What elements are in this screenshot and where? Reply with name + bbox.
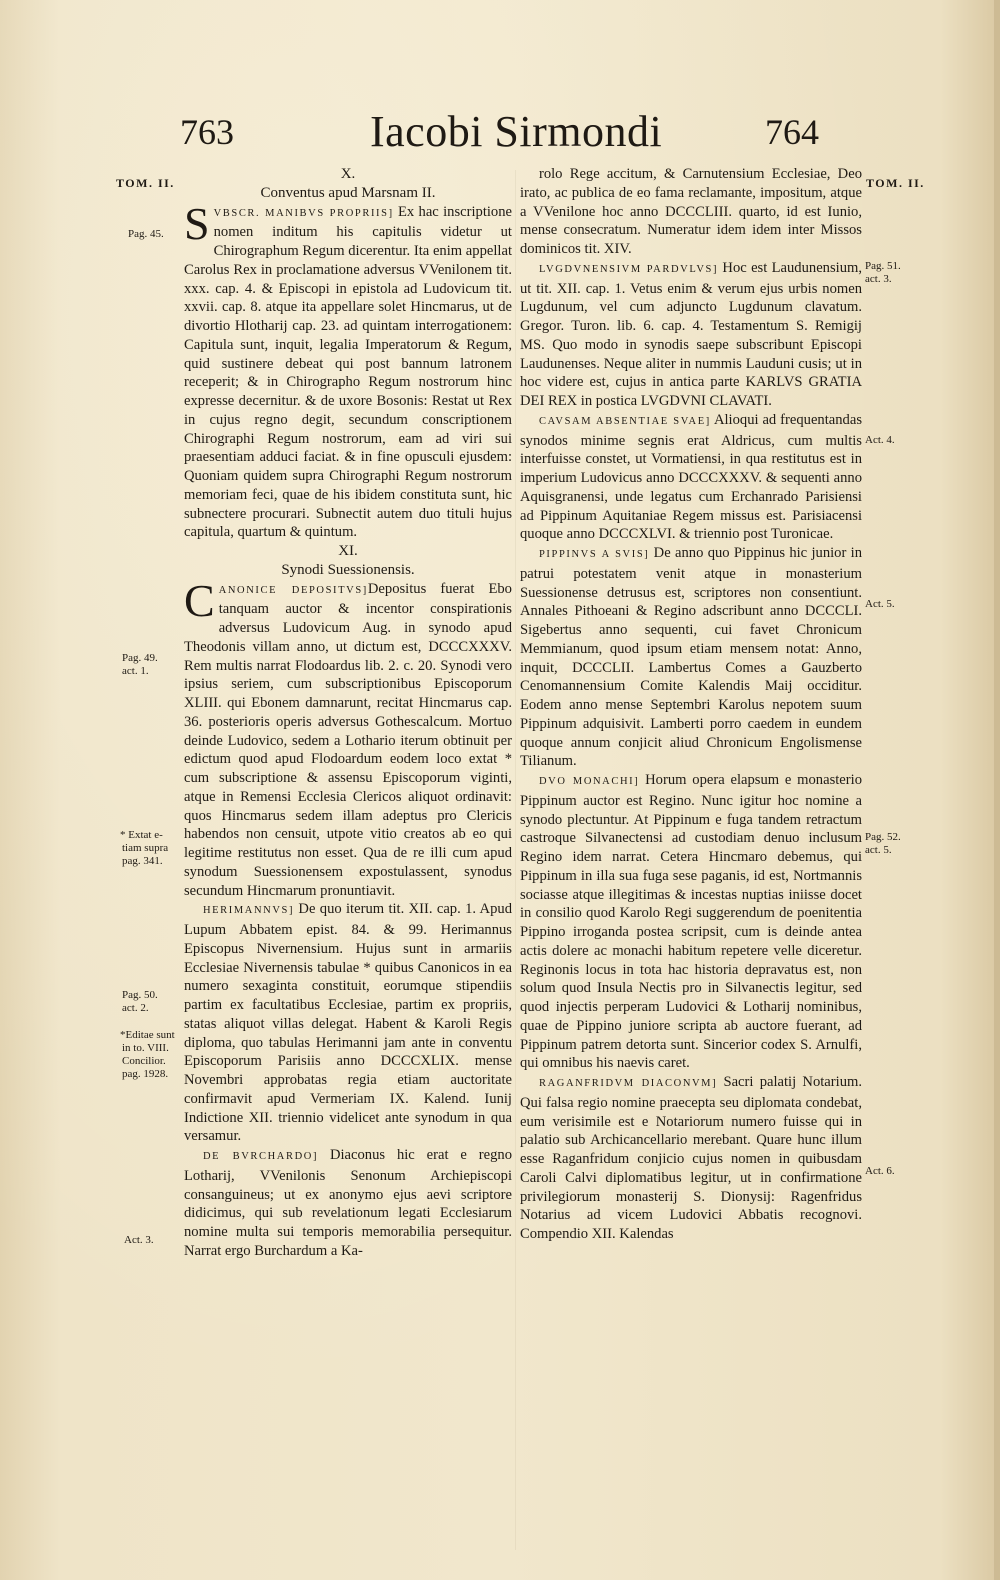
margin-note: Pag. 45. xyxy=(128,228,164,240)
margin-note: act. 3. xyxy=(865,273,892,285)
commentary-paragraph xyxy=(520,411,862,544)
section-heading: X. xyxy=(340,166,356,182)
paragraph-text: Diaconus hic erat e regno Lotharij, VVenilonis Senonum Archiepiscopi consanguineus; ut ex anonymo ejus aevi scriptore didicimus, qui sub revelationum legati Ecclesiarum nomine multa sui temporis memorabilia persequitur. Narrat ergo Burchardum a Ka- xyxy=(184,1147,512,1259)
margin-note: act. 2. xyxy=(122,1002,149,1014)
margin-note: act. 5. xyxy=(865,844,892,856)
paragraph-text: De quo iterum tit. XII. cap. 1. Apud Lupum Abbatem epist. 84. & 99. Herimannus Episcopus Nivernensium. Hujus sunt in armariis Ecclesiae Nivernensis tabulae * quibus Canonicos in ea numero sexaginta constituit, eorumque stipendiis partim ex facultatibus Ecclesiae, partim ex propriis, statas aliquot villas delegat. Habent & Karoli Regis diploma, quo tabulas Herimanni jam ante in conventu Episcoporum Parisiis anno DCCCXLIX. mense Novembri approbatas regia etiam auctoritate confirmavit apud Vermeriam IX. Kalend. Iunij Indictione XII. triennio videlicet ante synodum in qua versamur. xyxy=(184,901,512,1145)
lemma: DE BVRCHARDO] xyxy=(202,1151,319,1162)
lemma: ANONICE DEPOSITVS] xyxy=(218,584,368,596)
lemma: DVO MONACHI] xyxy=(538,776,640,787)
commentary-paragraph xyxy=(184,1146,512,1261)
page-edge xyxy=(994,0,1000,1580)
margin-note: in to. VIII. xyxy=(122,1042,169,1054)
commentary-paragraph xyxy=(520,544,862,771)
running-head: Iacobi Sirmondi xyxy=(370,107,663,156)
lemma: HERIMANNVS] xyxy=(202,905,295,917)
paragraph-text: Sacri palatij Notarium. Qui falsa regio nomine praecepta seu diplomata condebat, eum verisimile est e Notariorum numero fuisse qui in palatio sub Archicancellario merebant. Quare hunc illum esse Raganfridum conjicio cujus nomen in quibusdam Caroli Calvi diplomatibus legitur, ut in confirmatione privilegiorum monasterij S. Dionysij: Ragenfridus Notarius ad vicem Ludovici Abbatis recognovi. Compendio XII. Kalendas xyxy=(520,1074,862,1242)
lemma: PIPPINVS A SVIS] xyxy=(538,549,650,560)
margin-note: * Extat e- xyxy=(120,829,163,841)
commentary-paragraph xyxy=(184,197,512,543)
tome-label-left: TOM. II. xyxy=(116,176,175,190)
section-heading: Conventus apud Marsnam II. xyxy=(260,184,436,201)
commentary-paragraph xyxy=(520,165,862,259)
right-column xyxy=(520,165,862,1244)
paragraph-text: Ex hac inscriptione nomen inditum his capitulis videtur ut Chirographum Regum dicerentur. Ita enim appellat Carolus Rex in proclamatione adversus VVenilonem tit. xxx. cap. 4. & Episcopi in epistola ad Ludovicum tit. xxvii. cap. 8. atque ita appellare solet Hincmarus, ut de divortio Hlotharij cap. 23. ad quintam interrogationem: Capitula sunt, inquit, legalia Imperatorum & Regum, quid sustinere debeat qui post bannum latronem receperit; & in Chirographo Regum nostrorum hinc expresse decernitur. & de uxore Bosonis: Restat ut Rex in cujus regno degit, secundum conscriptionem Chirographi Regum nostrorum, eam ad viri sui praesentiam adduci faciat. & in fine opusculi ejusdem: Quoniam quidem supra Chirographi Regum nostrorum memoriam feci, quae de his ibidem constituta sunt, hic subnectere procurari. Subnectit autem duo tituli hujus capitula, quartum & quintum. xyxy=(184,203,512,541)
margin-note: tiam supra xyxy=(122,842,169,854)
paragraph-text: rolo Rege accitum, & Carnutensium Ecclesiae, Deo irato, ac publica de eo fama reclamante, impositum, atque a VVenilone hoc anno DCCCLIII. quarto, id est Iunio, mense consecratum. Numeratur idem idem inter Missos dominicos tit. XIV. xyxy=(520,166,862,257)
lemma: LVGDVNENSIVM PARDVLVS] xyxy=(538,263,719,275)
paragraph-text: Horum opera elapsum e monasterio Pippinum auctor est Regino. Nunc igitur hoc nomine a synodo plectuntur. At Pippinum e fuga tandem retractum castroque Silvanectensi ad custodiam denuo inclusum Regino idem narrat. Cetera Hincmaro debemus, qui Pippinum in illa sua fuga sese paganis, id est, Nortmannis sociasse atque illegitimas & incestas nuptias iniisse docet in consilio quod Karolo Regi suggerendum de poenitentia Pippino irroganda postea scripsit, cum is deinde antea actis dolere ac monachi habitum repetere velle diceretur. Reginonis locus in tota hac historia depravatus est, non solum quod Insula Nectis pro in Silvanectis legitur, sed quod injectis perperam Ludovici & Lotharij nominibus, quae de Pippino juniore scripta ab auctore fuerant, ad Pippinum patrem detorta sunt. Sincerior codex S. Arnulfi, qui omnibus his naevis caret. xyxy=(520,772,863,1072)
left-column xyxy=(184,165,512,1261)
margin-note: Act. 4. xyxy=(865,434,895,446)
page-header xyxy=(0,107,1000,162)
margin-note: Pag. 49. xyxy=(122,652,158,664)
margin-note: Act. 5. xyxy=(865,598,895,610)
commentary-paragraph xyxy=(520,259,862,411)
paragraph-text: De anno quo Pippinus hic junior in patrui potestatem venit atque in monasterium Suessionense detrusus est, scriptores non consentiunt. Annales Pithoeani & Regino adscribunt anno DCCCLI. Sigebertus anno sequenti, cui favet Chronicum Memmianum, quod ipsum etiam mensem notat: Anno, inquit, DCCCLII. Lambertus Comes a Gauzberto Cenomannensium Comite Kalendis Maij occiditur. Eodem anno mense Septembri Karolus nepotem suum Pippinum adquisivit. Lamberti porro caedem in eundem quoque annum conjicit aliud Chronicum Engolismense Tilianum. xyxy=(520,545,862,770)
commentary-paragraph xyxy=(184,574,512,901)
margin-note: Pag. 51. xyxy=(865,260,901,272)
margin-note: *Editae sunt xyxy=(120,1029,175,1041)
section-heading: Synodi Suessionensis. xyxy=(281,561,415,578)
paragraph-text: Alioqui ad frequentandas synodos minime segnis erat Aldricus, cum multis interfuisse constet, ut Vormatiensi, in qua restitutus est in imperium Ludovicus anno DCCCXXXV. & sequenti anno Aquisgranensi, unde legatus cum Erchanrado Parisiensi ad Pippinum Aquitaniae Regem missus est. Parisiacensi quoque anno DCCCXLVI. & triennio post Turonicae. xyxy=(520,411,862,543)
drop-cap: C xyxy=(184,574,215,626)
margin-note: act. 1. xyxy=(122,665,149,677)
margin-note: pag. 341. xyxy=(122,855,163,867)
margin-note: Act. 6. xyxy=(865,1165,895,1177)
left-page-number: 763 xyxy=(180,112,234,152)
right-page-number: 764 xyxy=(765,112,819,152)
margin-note: Pag. 52. xyxy=(865,831,901,843)
section-heading: XI. xyxy=(338,543,358,559)
margin-note: Act. 3. xyxy=(124,1234,154,1246)
drop-cap: S xyxy=(184,197,210,249)
commentary-paragraph xyxy=(184,900,512,1146)
margin-note: pag. 1928. xyxy=(122,1068,169,1080)
margin-note: Concilior. xyxy=(122,1055,166,1067)
commentary-paragraph xyxy=(520,771,862,1073)
margin-note: Pag. 50. xyxy=(122,989,158,1001)
commentary-paragraph xyxy=(520,1073,862,1244)
paragraph-text: Hoc est Laudunensium, ut tit. XII. cap. 1. Vetus enim & verum ejus urbis nomen Lugdunum, vel cum adjuncto Lugdunum clavatum. Gregor. Turon. lib. 6. cap. 4. Testamentum S. Remigij MS. Quo modo in synodis saepe subscribunt Episcopi Laudunenses. Neque aliter in nummis Lauduni cusis; ut in hoc videre est, cujus in antica parte KARLVS GRATIA DEI REX in postica LVGDVNI CLAVATI. xyxy=(520,259,862,409)
lemma: RAGANFRIDVM DIACONVM] xyxy=(538,1078,718,1089)
gutter-shadow xyxy=(515,170,516,1550)
lemma: CAVSAM ABSENTIAE SVAE] xyxy=(538,415,711,427)
paragraph-text: Depositus fuerat Ebo tanquam auctor & incentor conspirationis adversus Ludovicum Aug. in synodo apud Theodonis villam anno, ut dictum est, DCCCXXXV. Rem multis narrat Flodoardus lib. 2. c. 20. Synodi vero ipsius seriem, cum subscriptionibus Episcoporum XLIII. qui Ebonem damnarunt, recitat Hincmarus cap. 36. posterioris operis adversus Gothescalcum. Mortuo deinde Ludovico, sedem a Lothario iterum obtinuit per edictum quod apud Flodoardum eodem loco extat * cum subscriptione & assensu Episcoporum viginti, atque in Remensi Ecclesia Clericos aliquot ordinavit: quos Hincmarus sedem illam adeptus pro Clericis habendos non censuit, utpote vitio creatos ab eo qui legitime restitutus non esset. Qua de re illi cum apud synodum Suessionensem expostulassent, synodus secundum Hincmarum pronuntiavit. xyxy=(184,580,512,899)
tome-label-right: TOM. II. xyxy=(866,176,925,190)
lemma: VBSCR. MANIBVS PROPRIIS] xyxy=(213,207,394,219)
